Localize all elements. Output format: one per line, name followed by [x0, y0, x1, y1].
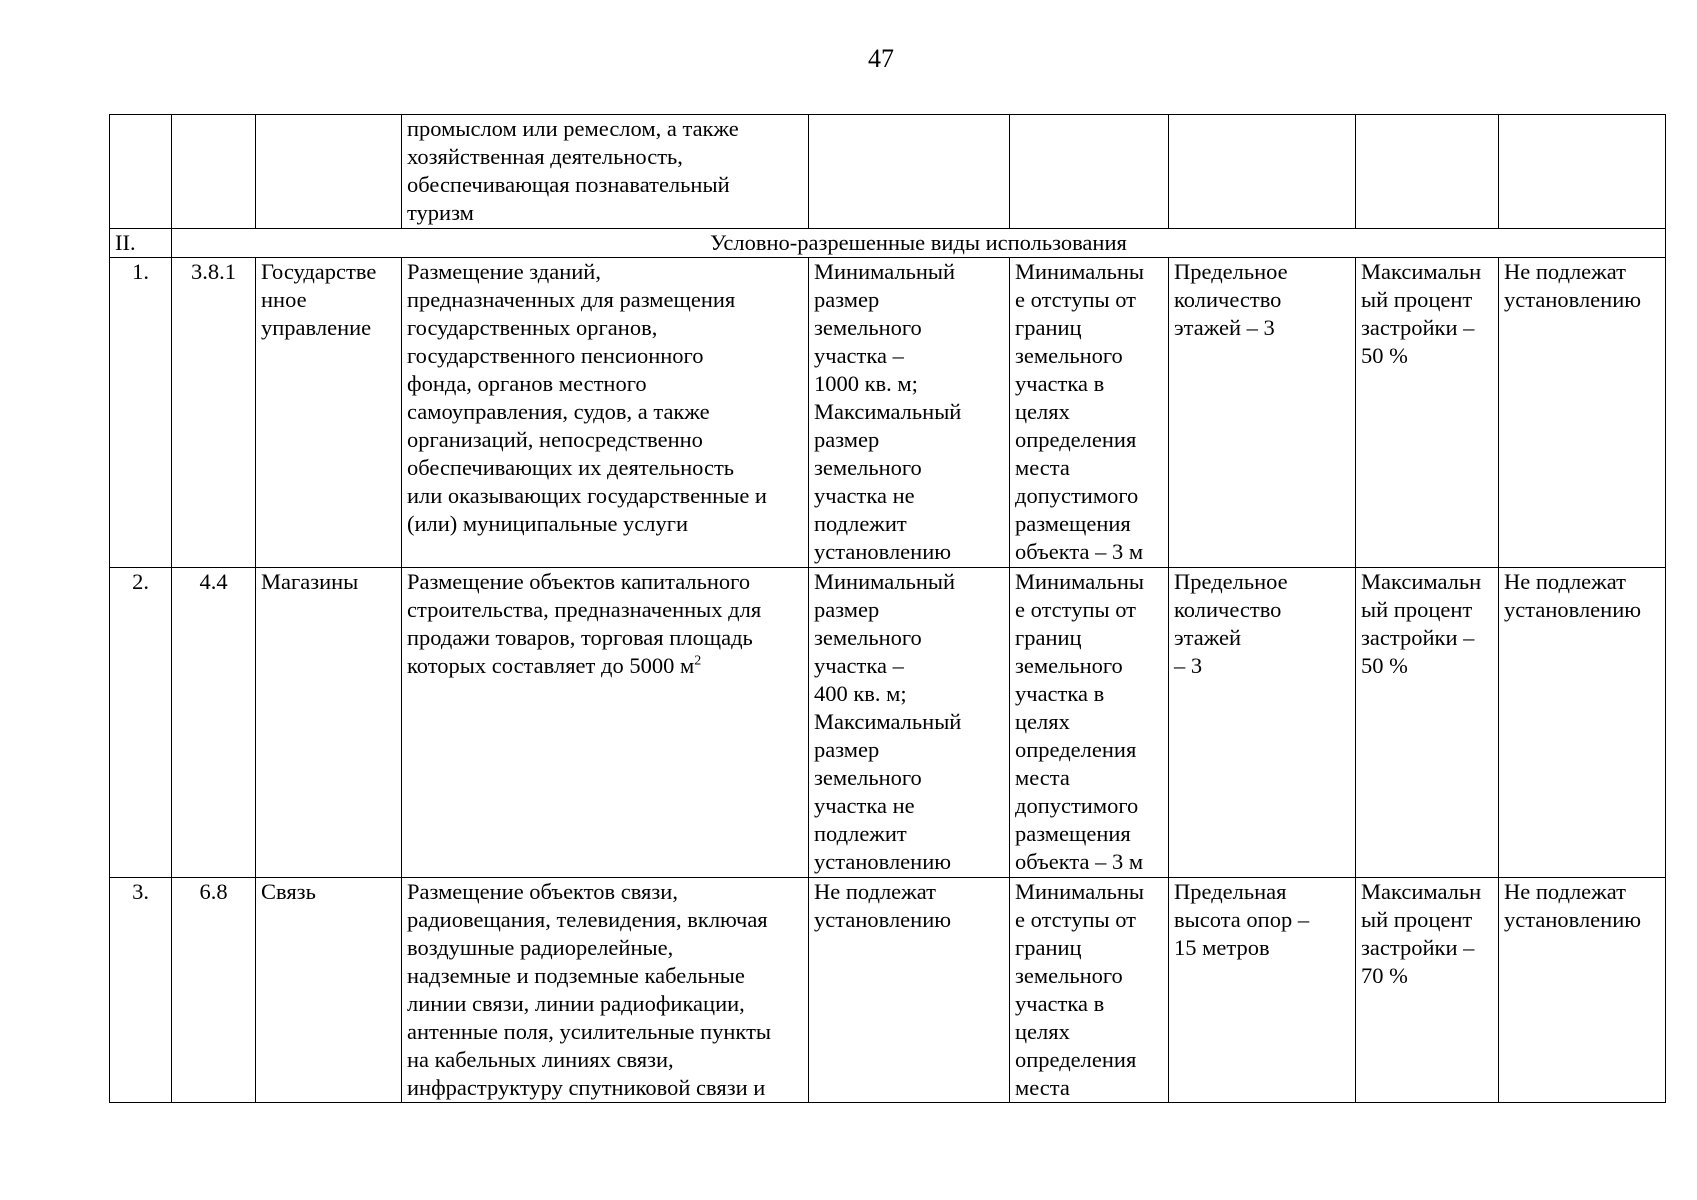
- cell-coverage: Максимальн ый процент застройки – 50 %: [1356, 258, 1499, 568]
- cell-description: Размещение объектов связи, радиовещания, телевидения, включая воздушные радиорелейные, надземные и подземные кабельные линии связи, линии радиофикации, антенные поля, усилительные пункты на кабельных линиях связи, инфраструктуру спутниковой связи и: [402, 878, 809, 1103]
- page-number: 47: [868, 44, 894, 73]
- table-row-continuation: [110, 115, 1666, 229]
- cell-name: Связь: [256, 878, 402, 1103]
- superscript: 2: [694, 653, 702, 669]
- cell-other: [1499, 115, 1666, 229]
- cell-other: Не подлежат установлению: [1499, 568, 1666, 878]
- cell-setbacks: Минимальны е отступы от границ земельного участка в целях определения места допустимого размещения объекта – 3 м: [1010, 258, 1169, 568]
- cell-name: [256, 115, 402, 229]
- cell-setbacks: Минимальны е отступы от границ земельного участка в целях определения места: [1010, 878, 1169, 1103]
- cell-num: [110, 115, 172, 229]
- land-use-table: [109, 114, 1666, 1103]
- cell-floors: Предельная высота опор – 15 метров: [1169, 878, 1356, 1103]
- cell-plot-size: [809, 115, 1010, 229]
- cell-floors: Предельное количество этажей – 3: [1169, 258, 1356, 568]
- cell-num: 2.: [110, 568, 172, 878]
- cell-coverage: Максимальн ый процент застройки – 50 %: [1356, 568, 1499, 878]
- section-title: Условно-разрешенные виды использования: [172, 229, 1666, 258]
- description-text: Размещение объектов капитального строительства, предназначенных для продажи товаров, торговая площадь которых составляет до 5000 м: [407, 569, 762, 678]
- cell-plot-size: Минимальный размер земельного участка – 1000 кв. м; Максимальный размер земельного участка не подлежит установлению: [809, 258, 1010, 568]
- cell-num: 3.: [110, 878, 172, 1103]
- cell-description: [402, 568, 809, 878]
- section-header-row: [110, 229, 1666, 258]
- cell-setbacks: Минимальны е отступы от границ земельного участка в целях определения места допустимого размещения объекта – 3 м: [1010, 568, 1169, 878]
- cell-other: Не подлежат установлению: [1499, 878, 1666, 1103]
- cell-code: 6.8: [172, 878, 256, 1103]
- cell-code: 3.8.1: [172, 258, 256, 568]
- cell-description: Размещение зданий, предназначенных для размещения государственных органов, государственного пенсионного фонда, органов местного самоуправления, судов, а также организаций, непосредственно обеспечивающих их деятельность или оказывающих государственные и (или) муниципальные услуги: [402, 258, 809, 568]
- cell-name: Государстве нное управление: [256, 258, 402, 568]
- cell-floors: [1169, 115, 1356, 229]
- cell-plot-size: Не подлежат установлению: [809, 878, 1010, 1103]
- section-number: II.: [110, 229, 172, 258]
- cell-code: [172, 115, 256, 229]
- cell-floors: Предельное количество этажей – 3: [1169, 568, 1356, 878]
- table-row: [110, 258, 1666, 568]
- cell-coverage: [1356, 115, 1499, 229]
- cell-setbacks: [1010, 115, 1169, 229]
- cell-plot-size: Минимальный размер земельного участка – 400 кв. м; Максимальный размер земельного участка не подлежит установлению: [809, 568, 1010, 878]
- table-row: [110, 878, 1666, 1103]
- cell-code: 4.4: [172, 568, 256, 878]
- cell-coverage: Максимальн ый процент застройки – 70 %: [1356, 878, 1499, 1103]
- table-row: [110, 568, 1666, 878]
- cell-num: 1.: [110, 258, 172, 568]
- cell-other: Не подлежат установлению: [1499, 258, 1666, 568]
- cell-description: промыслом или ремеслом, а также хозяйственная деятельность, обеспечивающая познавательный туризм: [402, 115, 809, 229]
- cell-name: Магазины: [256, 568, 402, 878]
